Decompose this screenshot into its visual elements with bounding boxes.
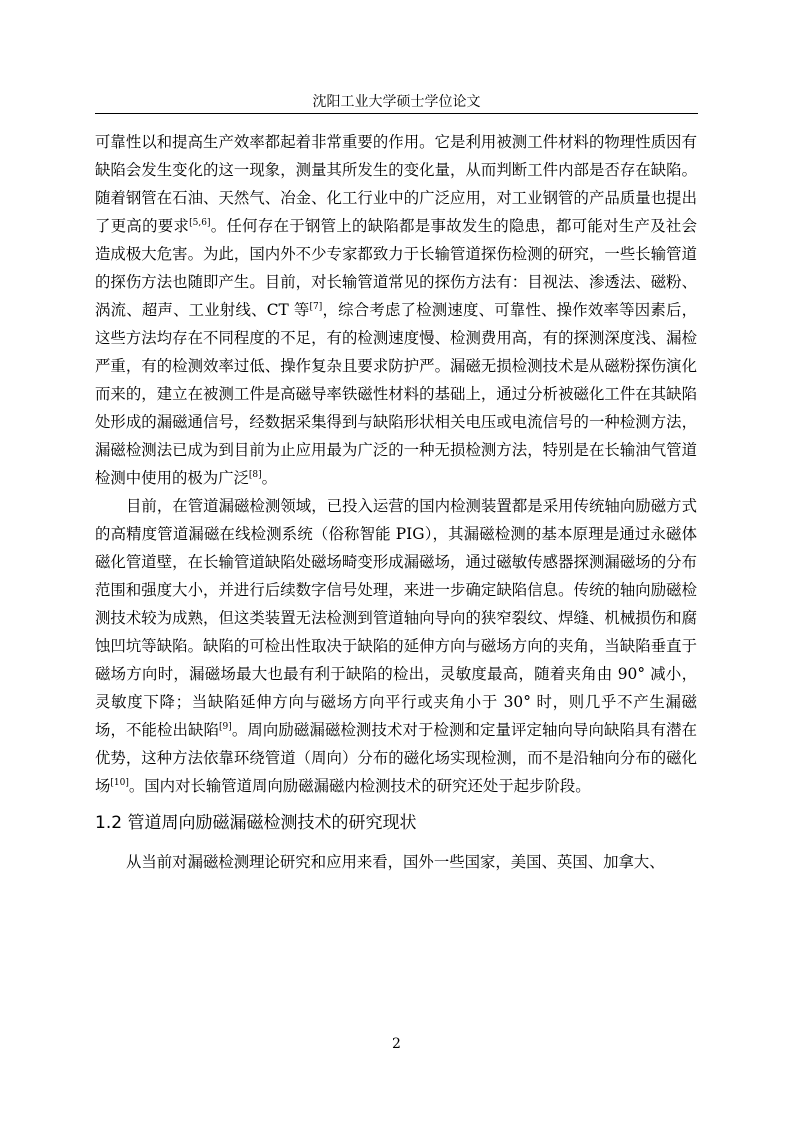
paragraph: 从当前对漏磁检测理论研究和应用来看，国外一些国家，美国、英国、加拿大、 [126, 853, 665, 871]
paragraph-continuation [95, 128, 697, 492]
text-run: 目前，在管道漏磁检测领域，已投入运营的国内检测装置都是采用传统轴向励磁方式的高精度管道漏磁在线检测系统（俗称智能 PIG），其漏磁检测的基本原理是通过永磁体磁化管道壁，在长输管道缺陷处磁场畸变形成漏磁场，通过磁敏传感器探测漏磁场的分布范围和强度大小，并进行后续数字信号处理，来进一步确定缺陷信息。传统的轴向励磁检测技术较为成熟，但这类装置无法检测到管道轴向导向的狭窄裂纹、焊缝、机械损伤和腐蚀凹坑等缺陷。缺陷的可检出性取决于缺陷的延伸方向与磁场方向的夹角，当缺陷垂直于磁场方向时，漏磁场最大也最有利于缺陷的检出，灵敏度最高，随着夹角由 90° 减小，灵敏度下降；当缺陷延伸方向与磁场方向平行或夹角小于 30° 时，则几乎不产生漏磁场，不能检出缺陷 [95, 497, 697, 739]
text-run: 。周向励磁漏磁检测技术对于检测和定量评定轴向导向缺陷具有潜在优势，这种方法依靠环绕管道（周向）分布的磁化场实现检测，而不是沿轴向分布的磁化场 [95, 721, 697, 795]
section-heading: 1.2 管道周向励磁漏磁检测技术的研究现状 [95, 813, 417, 833]
running-header: 沈阳工业大学硕士学位论文 [312, 94, 481, 110]
citation-ref: [9] [219, 721, 232, 732]
citation-ref: [7] [309, 301, 323, 312]
header-divider [95, 113, 698, 114]
page-number: 2 [392, 1036, 401, 1052]
text-run: 。国内对长输管道周向励磁漏磁内检测技术的研究还处于起步阶段。 [128, 777, 591, 795]
citation-ref: [8] [248, 469, 262, 480]
citation-ref: [5,6] [189, 217, 211, 228]
text-run: 可靠性以和提高生产效率都起着非常重要的作用。它是利用被测工件材料的物理性质因有缺陷会发生变化的这一现象，测量其所发生的变化量，从而判断工件内部是否存在缺陷。随着钢管在石油、天然气、冶金、化工行业中的广泛应用，对工业钢管的产品质量也提出了更高的要求 [95, 133, 697, 235]
text-run: 。 [261, 469, 278, 487]
text-run: 。任何存在于钢管上的缺陷都是事故发生的隐患，都可能对生产及社会造成极大危害。为此，国内外不少专家都致力于长输管道探伤检测的研究，一些长输管道的探伤方法也随即产生。目前，对长输管道常见的探伤方法有：目视法、渗透法、磁粉、涡流、超声、工业射线、CT 等 [95, 217, 697, 319]
citation-ref: [10] [110, 777, 129, 788]
body-text [95, 128, 697, 876]
text-run: ，综合考虑了检测速度、可靠性、操作效率等因素后，这些方法均存在不同程度的不足，有的检测速度慢、检测费用高，有的探测深度浅、漏检严重，有的检测效率过低、操作复杂且要求防护严。漏磁无损检测技术是从磁粉探伤演化而来的，建立在被测工件是高磁导率铁磁性材料的基础上，通过分析被磁化工件在其缺陷处形成的漏磁通信号，经数据采集得到与缺陷形状相关电压或电流信号的一种检测方法，漏磁检测法已成为到目前为止应用最为广泛的一种无损检测方法，特别是在长输油气管道检测中使用的极为广泛 [95, 301, 697, 487]
paragraph [95, 492, 697, 800]
